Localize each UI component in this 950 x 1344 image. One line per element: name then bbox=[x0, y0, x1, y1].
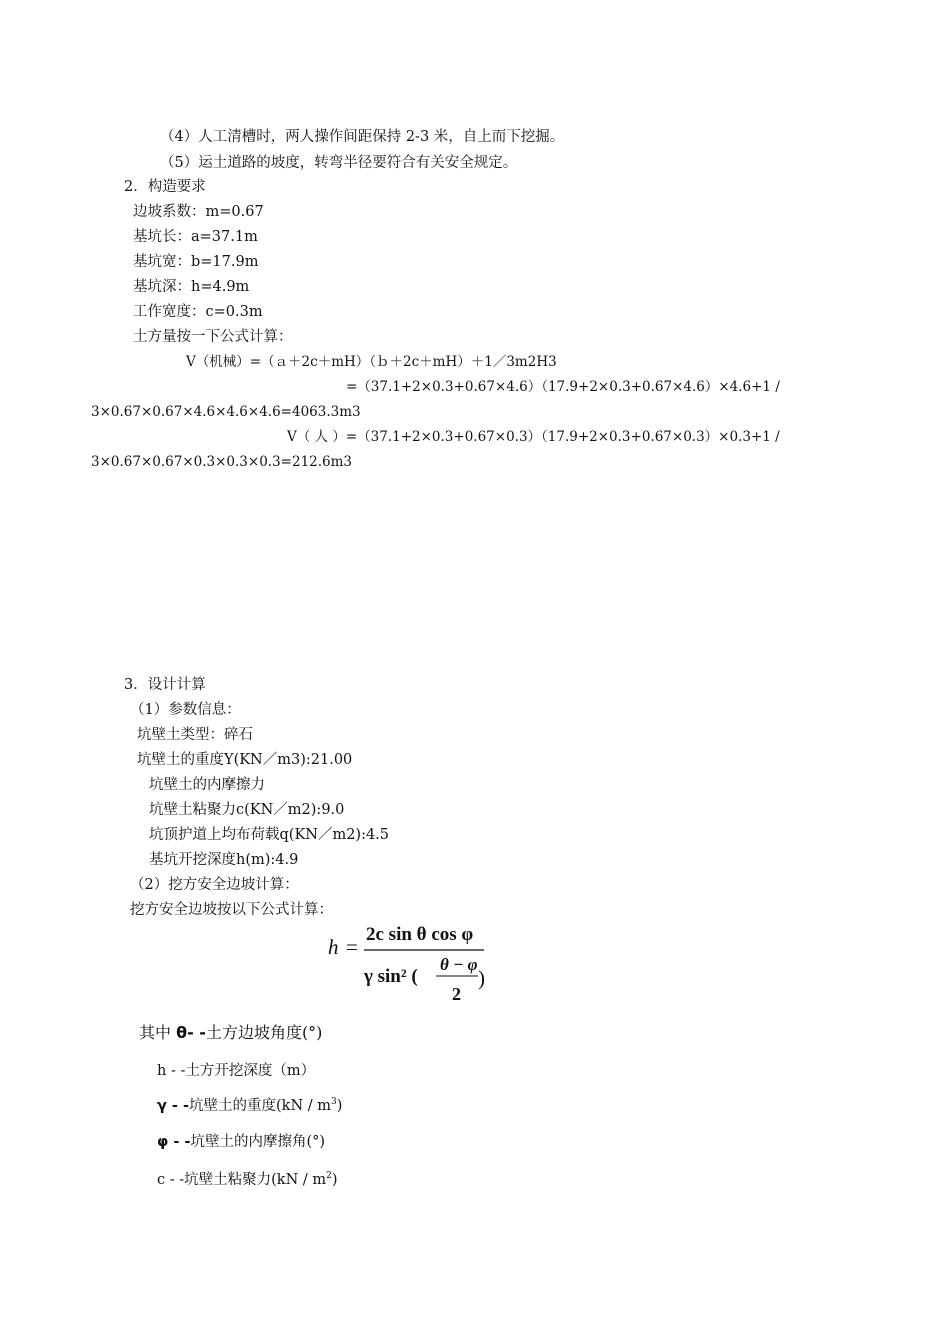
safe-slope-formula bbox=[326, 920, 496, 1006]
soil-cohesion: 坑壁土粘聚力c(KN／m2):9.0 bbox=[149, 802, 345, 818]
safe-slope-formula-intro: 挖方安全边坡按以下公式计算： bbox=[130, 902, 333, 918]
c-close: ) bbox=[331, 1172, 338, 1188]
theta-symbol: θ- - bbox=[176, 1023, 206, 1042]
gamma-unit-exponent: 3 bbox=[331, 1097, 337, 1108]
soil-internal-friction: 坑壁土的内摩擦力 bbox=[149, 777, 265, 793]
param-work-width: 工作宽度：c=0.3m bbox=[133, 304, 263, 320]
gamma-close: ) bbox=[336, 1098, 343, 1114]
section-3-heading: 3．设计计算 bbox=[124, 677, 206, 693]
phi-symbol: φ - - bbox=[157, 1134, 191, 1150]
gamma-description: 坑壁土的重度(kN / m bbox=[189, 1098, 331, 1114]
param-pit-length: 基坑长：a=37.1m bbox=[133, 229, 258, 245]
formula-inner-denominator: 2 bbox=[452, 984, 461, 1004]
formula-denominator: γ sin² ( bbox=[364, 966, 418, 987]
where-gamma-line bbox=[157, 1096, 342, 1116]
top-uniform-load: 坑顶护道上均布荷载q(KN／m2):4.5 bbox=[149, 827, 390, 843]
where-theta-line bbox=[139, 1023, 322, 1043]
volume-calc-machine-line1: =（37.1+2×0.3+0.67×4.6）（17.9+2×0.3+0.67×4.6）×4.6+1 / bbox=[346, 379, 780, 395]
step-5-text: （5）运土道路的坡度，转弯半径要符合有关安全规定。 bbox=[160, 155, 518, 171]
volume-formula-machine: V（机械）=（ａ＋2c＋mH）（ｂ＋2c＋mH）＋1／3m2H3 bbox=[186, 354, 557, 370]
where-phi-line bbox=[157, 1132, 325, 1152]
formula-equals: = bbox=[346, 935, 358, 959]
volume-formula-intro: 土方量按一下公式计算： bbox=[133, 329, 293, 345]
formula-numerator: 2c sin θ cos φ bbox=[366, 924, 474, 945]
phi-description: 坑壁土的内摩擦角(°) bbox=[190, 1134, 326, 1150]
where-h-line: h - -土方开挖深度（m） bbox=[157, 1063, 316, 1079]
param-pit-depth: 基坑深：h=4.9m bbox=[133, 279, 250, 295]
step-4-text: （4）人工清槽时，两人操作间距保持 2-3 米，自上而下挖掘。 bbox=[160, 129, 565, 145]
formula-lhs: h bbox=[328, 935, 339, 959]
section-2-heading: 2．构造要求 bbox=[124, 179, 206, 195]
soil-unit-weight: 坑壁土的重度Υ(KN／m3):21.00 bbox=[137, 752, 353, 768]
param-slope-coefficient: 边坡系数：m=0.67 bbox=[133, 204, 264, 220]
theta-description: 土方边坡角度(°) bbox=[205, 1023, 323, 1042]
safe-slope-heading: （2）挖方安全边坡计算： bbox=[130, 877, 299, 893]
volume-calc-machine-line2: 3×0.67×0.67×4.6×4.6×4.6=4063.3m3 bbox=[91, 404, 361, 420]
excavation-depth: 基坑开挖深度h(m):4.9 bbox=[149, 852, 299, 868]
param-info-heading: （1）参数信息： bbox=[130, 702, 241, 718]
soil-type: 坑壁土类型：碎石 bbox=[137, 727, 253, 743]
where-c-line bbox=[157, 1170, 338, 1190]
param-pit-width: 基坑宽：b=17.9m bbox=[133, 254, 259, 270]
volume-calc-manual-line2: 3×0.67×0.67×0.3×0.3×0.3=212.6m3 bbox=[91, 454, 353, 470]
volume-calc-manual-line1: V（ 人 ）=（37.1+2×0.3+0.67×0.3）（17.9+2×0.3+0.67×0.3）×0.3+1 / bbox=[287, 429, 780, 445]
formula-inner-numerator: θ − φ bbox=[440, 955, 478, 974]
c-description: c - -坑壁土粘聚力(kN / m bbox=[157, 1172, 327, 1188]
c-unit-exponent: 2 bbox=[326, 1171, 332, 1182]
formula-close-paren: ) bbox=[478, 966, 485, 990]
gamma-symbol: γ - - bbox=[157, 1098, 190, 1114]
where-lead: 其中 bbox=[139, 1023, 177, 1042]
